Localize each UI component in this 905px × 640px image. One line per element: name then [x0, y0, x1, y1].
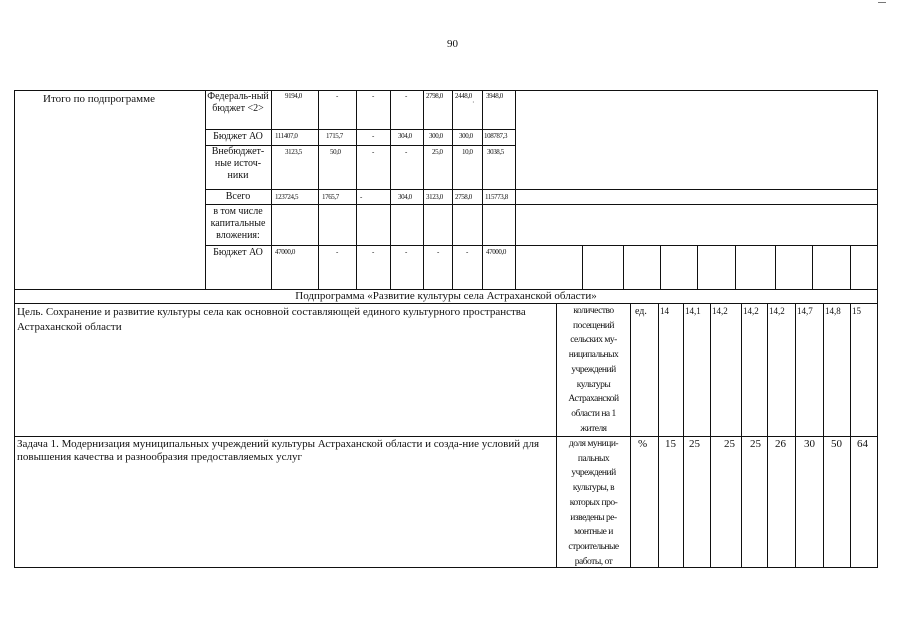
goal-value: 14,7 [797, 306, 813, 316]
task-text: Задача 1. Модернизация муниципальных учреждений культуры Астраханской области и созда-ние условий для повышения качества и разнообразия предоставляемых услуг [17, 438, 540, 463]
grid-line [205, 129, 515, 130]
goal-value: 15 [852, 306, 861, 316]
cell-value: 1765,7 [322, 193, 339, 201]
cell-value: 111407,0 [275, 132, 298, 140]
cell-value: 300,0 [459, 132, 473, 140]
scan-mark [878, 2, 886, 3]
grid-line [205, 245, 878, 246]
cell-value: 3038,5 [487, 148, 504, 156]
scan-speck: · [472, 98, 475, 107]
goal-value: 14,2 [743, 306, 759, 316]
goal-unit: ед. [635, 306, 647, 317]
task-value: 30 [804, 438, 815, 450]
cell-value: 304,0 [398, 132, 412, 140]
goal-indicator: количество посещений сельских му-ниципальных учреждений культуры Астраханской области на 1 жителя [568, 306, 619, 434]
cell-value: 3123,0 [426, 193, 443, 201]
grid-line [205, 204, 878, 205]
grid-line [14, 303, 878, 304]
source-label: Бюджет АО [213, 247, 263, 258]
cell-value: 25,0 [432, 148, 443, 156]
cell-value: 10,0 [462, 148, 473, 156]
grid-line [812, 245, 813, 289]
cell-value: 300,0 [429, 132, 443, 140]
cell-value: - [336, 248, 338, 256]
goal-value: 14 [660, 306, 669, 316]
cell-value: - [405, 148, 407, 156]
task-value: 26 [775, 438, 786, 450]
grid-line [697, 245, 698, 289]
task-unit: % [638, 438, 648, 450]
task-indicator: доля муници-пальных учреждений культуры, в которых про-изведены ре-монтные и строительные работы, от [568, 439, 619, 567]
page-number: 90 [447, 38, 458, 50]
grid-line [14, 436, 878, 437]
grid-line [850, 245, 851, 289]
grid-line [850, 303, 851, 568]
cell-value: 2798,0 [426, 92, 443, 100]
cell-value: 47000,0 [486, 248, 506, 256]
cell-value: - [372, 148, 374, 156]
grid-line [683, 303, 684, 568]
source-label: Внебюджет-ные источ-ники [211, 146, 265, 181]
cell-value: - [405, 248, 407, 256]
cell-value: - [372, 92, 374, 100]
goal-text: Цель. Сохранение и развитие культуры села как основной составляющей единого культурного пространства Астраханской области [17, 306, 526, 333]
cell-value: 3948,0 [486, 92, 503, 100]
cell-value: 50,0 [330, 148, 341, 156]
task-value: 25 [724, 438, 735, 450]
goal-value: 14,2 [712, 306, 728, 316]
task-value: 64 [857, 438, 868, 450]
cell-value: 1715,7 [326, 132, 343, 140]
source-label: Федераль-ный бюджет <2> [207, 91, 269, 114]
grid-line [630, 303, 631, 568]
grid-line [623, 245, 624, 289]
task-value: 25 [689, 438, 700, 450]
cell-value: 304,0 [398, 193, 412, 201]
cell-value: 115773,8 [485, 193, 508, 201]
cell-value: 3123,5 [285, 148, 302, 156]
cell-value: - [437, 248, 439, 256]
source-label: Бюджет АО [213, 131, 263, 142]
cell-value: - [372, 248, 374, 256]
goal-value: 14,1 [685, 306, 701, 316]
cell-value: 9194,0 [285, 92, 302, 100]
cell-value: 2758,0 [455, 193, 472, 201]
grid-line [660, 245, 661, 289]
cell-value: - [336, 92, 338, 100]
grid-line [205, 189, 878, 190]
grid-line [795, 303, 796, 568]
cell-value: - [466, 248, 468, 256]
grid-line [741, 303, 742, 568]
task-value: 15 [665, 438, 676, 450]
grid-line [775, 245, 776, 289]
task-value: 50 [831, 438, 842, 450]
grid-line [767, 303, 768, 568]
cell-value: - [372, 132, 374, 140]
subprogram-title: Подпрограмма «Развитие культуры села Астраханской области» [295, 290, 597, 302]
goal-value: 14,2 [769, 306, 785, 316]
grid-line [710, 303, 711, 568]
grid-line [823, 303, 824, 568]
cell-value: 123724,5 [275, 193, 299, 201]
cell-value: 47000,0 [275, 248, 295, 256]
source-label: Всего [225, 191, 251, 202]
source-label: в том числе капитальные вложения: [210, 206, 266, 241]
grid-line [582, 245, 583, 289]
cell-value: - [360, 193, 362, 201]
cell-value: 2448,0 [455, 92, 472, 100]
goal-value: 14,8 [825, 306, 841, 316]
task-value: 25 [750, 438, 761, 450]
grid-line [556, 303, 557, 568]
cell-value: - [405, 92, 407, 100]
grid-line [735, 245, 736, 289]
summary-title: Итого по подпрограмме [43, 93, 155, 105]
cell-value: 108787,3 [484, 132, 508, 140]
grid-line [658, 303, 659, 568]
